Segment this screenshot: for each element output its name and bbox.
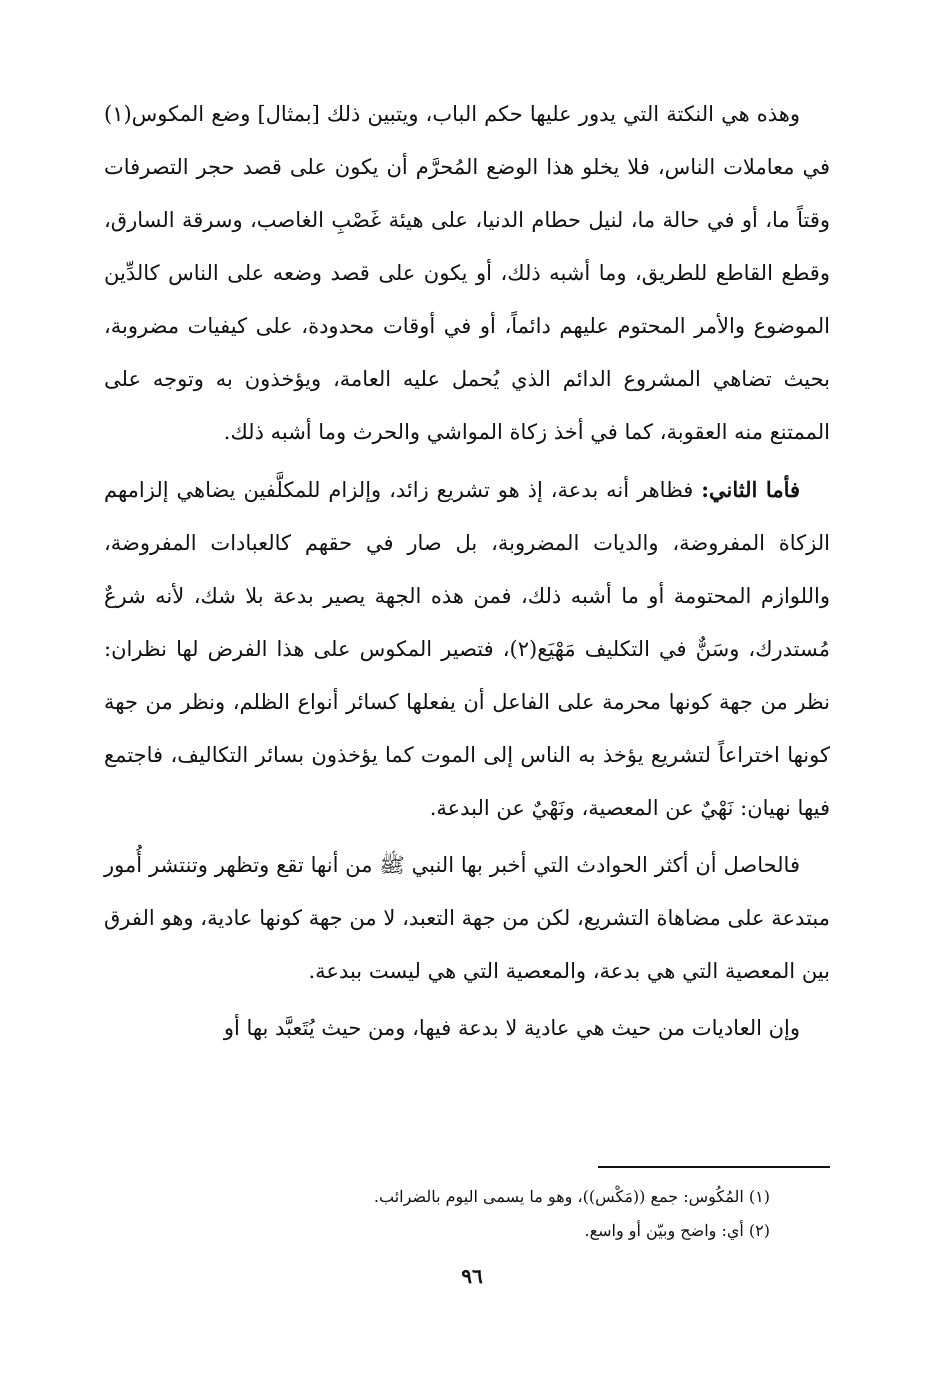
paragraph-2-body: فظاهر أنه بدعة، إذ هو تشريع زائد، وإلزام للمكلَّفين يضاهي إلزامهم الزكاة المفروضة، والديات المضروبة، بل صار في حقهم كالعبادات المفروضة، واللوازم المحتومة أو ما أشبه ذلك، فمن هذه الجهة يصير بدعة بلا شك، لأنه شرعٌ مُستدرك، وسَنٌّ في التكليف مَهْيَع(٢)، فتصير المكوس على هذا الفرض لها نظران: نظر من جهة كونها محرمة على الفاعل أن يفعلها كسائر أنواع الظلم، ونظر من جهة كونها اختراعاً لتشريع يؤخذ به الناس إلى الموت كما يؤخذون بسائر التكاليف، فاجتمع فيها نهيان: نَهْيٌ عن المعصية، ونَهْيٌ عن البدعة. — [104, 478, 830, 820]
paragraph-4: وإن العاديات من حيث هي عادية لا بدعة فيها، ومن حيث يُتَعبَّد بها أو — [223, 1016, 800, 1040]
footnote-2: (٢) أي: واضح وبيّن أو واسع. — [584, 1221, 770, 1240]
footnote-1: (١) المُكُوس: جمع ((مَكْس))، وهو ما يسمى اليوم بالضرائب. — [373, 1187, 770, 1206]
paragraph-2 — [104, 463, 830, 835]
footnote-divider — [598, 1166, 830, 1168]
paragraph-2-lead: فأما الثاني: — [701, 477, 801, 502]
paragraph-1: وهذه هي النكتة التي يدور عليها حكم الباب، ويتبين ذلك [بمثال] وضع المكوس(١) في معاملات الناس، فلا يخلو هذا الوضع المُحرَّم أن يكون على قصد حجر التصرفات وقتاً ما، أو في حالة ما، لنيل حطام الدنيا، على هيئة غَصْبِ الغاصب، وسرقة السارق، وقطع القاطع للطريق، وما أشبه ذلك، أو يكون على قصد وضعه على الناس كالدِّين الموضوع والأمر المحتوم عليهم دائماً، أو في أوقات محدودة، على كيفيات مضروبة، بحيث تضاهي المشروع الدائم الذي يُحمل عليه العامة، ويؤخذون به وتوجه على الممتنع منه العقوبة، كما في أخذ زكاة المواشي والحرث وما أشبه ذلك. — [104, 102, 830, 444]
footnotes — [300, 1180, 770, 1248]
paragraph-3: فالحاصل أن أكثر الحوادث التي أخبر بها النبي ﷺ من أنها تقع وتظهر وتنتشر أُمور مبتدعة على مضاهاة التشريع، لكن من جهة التعبد، لا من جهة كونها عادية، وهو الفرق بين المعصية التي هي بدعة، والمعصية التي هي ليست ببدعة. — [104, 853, 830, 983]
main-text — [104, 88, 830, 1055]
page-number: ٩٦ — [461, 1264, 483, 1288]
